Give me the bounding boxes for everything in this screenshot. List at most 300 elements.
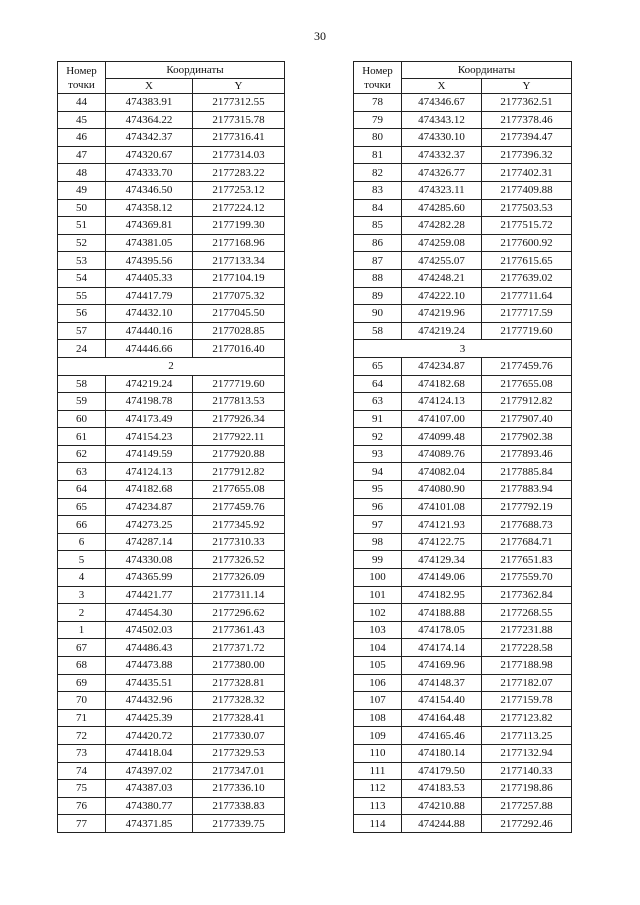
point-number-cell: 87	[354, 252, 402, 270]
table-row	[354, 516, 572, 534]
point-number-cell: 45	[58, 111, 106, 129]
y-coordinate-cell: 2177338.83	[193, 797, 285, 815]
table-row	[58, 129, 285, 147]
point-number-cell: 46	[58, 129, 106, 147]
x-coordinate-cell: 474326.77	[402, 164, 482, 182]
point-number-cell: 92	[354, 428, 402, 446]
x-coordinate-cell: 474342.37	[106, 129, 193, 147]
point-number-cell: 89	[354, 287, 402, 305]
point-number-cell: 84	[354, 199, 402, 217]
x-coordinate-cell: 474198.78	[106, 393, 193, 411]
y-coordinate-cell: 2177231.88	[482, 621, 572, 639]
y-coordinate-cell: 2177345.92	[193, 516, 285, 534]
x-coordinate-cell: 474502.03	[106, 621, 193, 639]
point-number-cell: 77	[58, 815, 106, 833]
point-number-cell: 61	[58, 428, 106, 446]
y-coordinate-cell: 2177316.41	[193, 129, 285, 147]
x-header: X	[106, 79, 193, 94]
table-row	[58, 305, 285, 323]
y-coordinate-cell: 2177893.46	[482, 445, 572, 463]
y-coordinate-cell: 2177926.34	[193, 410, 285, 428]
x-coordinate-cell: 474282.28	[402, 217, 482, 235]
point-number-cell: 74	[58, 762, 106, 780]
y-coordinate-cell: 2177615.65	[482, 252, 572, 270]
y-coordinate-cell: 2177312.55	[193, 94, 285, 112]
table-row	[58, 727, 285, 745]
point-number-cell: 56	[58, 305, 106, 323]
y-coordinate-cell: 2177717.59	[482, 305, 572, 323]
table-row	[354, 762, 572, 780]
point-number-cell: 107	[354, 692, 402, 710]
x-coordinate-cell: 474346.50	[106, 181, 193, 199]
section-row	[58, 357, 285, 375]
point-number-cell: 5	[58, 551, 106, 569]
x-coordinate-cell: 474164.48	[402, 709, 482, 727]
x-coordinate-cell: 474124.13	[402, 393, 482, 411]
x-coordinate-cell: 474255.07	[402, 252, 482, 270]
y-coordinate-cell: 2177459.76	[193, 498, 285, 516]
x-coordinate-cell: 474343.12	[402, 111, 482, 129]
point-number-cell: 48	[58, 164, 106, 182]
y-coordinate-cell: 2177688.73	[482, 516, 572, 534]
point-number-cell: 2	[58, 604, 106, 622]
point-number-cell: 47	[58, 146, 106, 164]
table-row	[354, 586, 572, 604]
x-coordinate-cell: 474174.14	[402, 639, 482, 657]
x-coordinate-cell: 474387.03	[106, 780, 193, 798]
x-coordinate-cell: 474101.08	[402, 498, 482, 516]
table-row	[58, 234, 285, 252]
point-number-cell: 97	[354, 516, 402, 534]
table-row	[354, 181, 572, 199]
table-row	[354, 797, 572, 815]
table-row	[354, 305, 572, 323]
table-row	[58, 481, 285, 499]
x-coordinate-cell: 474486.43	[106, 639, 193, 657]
point-number-cell: 101	[354, 586, 402, 604]
point-number-cell: 49	[58, 181, 106, 199]
y-coordinate-cell: 2177330.07	[193, 727, 285, 745]
x-coordinate-cell: 474148.37	[402, 674, 482, 692]
y-coordinate-cell: 2177140.33	[482, 762, 572, 780]
point-number-cell: 60	[58, 410, 106, 428]
table-row	[58, 199, 285, 217]
x-coordinate-cell: 474473.88	[106, 657, 193, 675]
x-coordinate-cell: 474381.05	[106, 234, 193, 252]
table-row	[58, 181, 285, 199]
point-number-cell: 54	[58, 269, 106, 287]
y-coordinate-cell: 2177684.71	[482, 533, 572, 551]
point-number-cell: 72	[58, 727, 106, 745]
section-number: 2	[58, 357, 285, 375]
x-coordinate-cell: 474244.88	[402, 815, 482, 833]
y-coordinate-cell: 2177912.82	[482, 393, 572, 411]
point-number-cell: 113	[354, 797, 402, 815]
table-row	[58, 410, 285, 428]
point-number-cell: 63	[354, 393, 402, 411]
point-number-cell: 55	[58, 287, 106, 305]
x-coordinate-cell: 474173.49	[106, 410, 193, 428]
table-row	[354, 727, 572, 745]
section-row	[354, 340, 572, 358]
y-coordinate-cell: 2177133.34	[193, 252, 285, 270]
table-row	[354, 463, 572, 481]
table-row	[58, 744, 285, 762]
x-coordinate-cell: 474169.96	[402, 657, 482, 675]
y-coordinate-cell: 2177315.78	[193, 111, 285, 129]
y-header: Y	[193, 79, 285, 94]
x-coordinate-cell: 474346.67	[402, 94, 482, 112]
point-number-cell: 82	[354, 164, 402, 182]
y-coordinate-cell: 2177328.41	[193, 709, 285, 727]
x-coordinate-cell: 474330.08	[106, 551, 193, 569]
y-coordinate-cell: 2177655.08	[193, 481, 285, 499]
x-coordinate-cell: 474320.67	[106, 146, 193, 164]
table-row	[58, 815, 285, 833]
y-coordinate-cell: 2177198.86	[482, 780, 572, 798]
x-coordinate-cell: 474154.23	[106, 428, 193, 446]
table-row	[58, 217, 285, 235]
point-number-cell: 67	[58, 639, 106, 657]
y-header: Y	[482, 79, 572, 94]
table-row	[354, 657, 572, 675]
y-coordinate-cell: 2177224.12	[193, 199, 285, 217]
table-row	[58, 797, 285, 815]
point-number-cell: 53	[58, 252, 106, 270]
table-row	[58, 393, 285, 411]
table-row	[354, 498, 572, 516]
table-row	[354, 639, 572, 657]
x-coordinate-cell: 474358.12	[106, 199, 193, 217]
section-number: 3	[354, 340, 572, 358]
y-coordinate-cell: 2177016.40	[193, 340, 285, 358]
y-coordinate-cell: 2177902.38	[482, 428, 572, 446]
x-coordinate-cell: 474285.60	[402, 199, 482, 217]
table-row	[354, 322, 572, 340]
y-coordinate-cell: 2177253.12	[193, 181, 285, 199]
table-row	[58, 164, 285, 182]
x-coordinate-cell: 474122.75	[402, 533, 482, 551]
table-row	[58, 533, 285, 551]
x-coordinate-cell: 474248.21	[402, 269, 482, 287]
point-number-cell: 64	[354, 375, 402, 393]
y-coordinate-cell: 2177329.53	[193, 744, 285, 762]
table-row	[354, 234, 572, 252]
x-coordinate-cell: 474178.05	[402, 621, 482, 639]
table-row	[354, 780, 572, 798]
point-number-cell: 79	[354, 111, 402, 129]
point-number-cell: 108	[354, 709, 402, 727]
y-coordinate-cell: 2177314.03	[193, 146, 285, 164]
table-row	[354, 428, 572, 446]
x-coordinate-cell: 474099.48	[402, 428, 482, 446]
x-coordinate-cell: 474383.91	[106, 94, 193, 112]
point-number-cell: 105	[354, 657, 402, 675]
table-row	[58, 621, 285, 639]
table-row	[354, 252, 572, 270]
y-coordinate-cell: 2177378.46	[482, 111, 572, 129]
y-coordinate-cell: 2177402.31	[482, 164, 572, 182]
table-row	[354, 569, 572, 587]
point-number-cell: 24	[58, 340, 106, 358]
x-coordinate-cell: 474222.10	[402, 287, 482, 305]
point-number-cell: 58	[354, 322, 402, 340]
table-row	[354, 481, 572, 499]
y-coordinate-cell: 2177182.07	[482, 674, 572, 692]
y-coordinate-cell: 2177045.50	[193, 305, 285, 323]
y-coordinate-cell: 2177459.76	[482, 357, 572, 375]
x-coordinate-cell: 474182.95	[402, 586, 482, 604]
y-coordinate-cell: 2177228.58	[482, 639, 572, 657]
point-number-cell: 70	[58, 692, 106, 710]
y-coordinate-cell: 2177347.01	[193, 762, 285, 780]
y-coordinate-cell: 2177292.46	[482, 815, 572, 833]
point-number-cell: 96	[354, 498, 402, 516]
point-number-cell: 71	[58, 709, 106, 727]
point-number-cell: 59	[58, 393, 106, 411]
table-row	[58, 94, 285, 112]
y-coordinate-cell: 2177310.33	[193, 533, 285, 551]
y-coordinate-cell: 2177028.85	[193, 322, 285, 340]
point-number-cell: 98	[354, 533, 402, 551]
x-coordinate-cell: 474432.10	[106, 305, 193, 323]
point-number-cell: 112	[354, 780, 402, 798]
table-row	[354, 604, 572, 622]
point-number-cell: 44	[58, 94, 106, 112]
point-number-cell: 73	[58, 744, 106, 762]
table-row	[354, 744, 572, 762]
coordinates-header: Координаты	[402, 62, 572, 79]
point-number-cell: 106	[354, 674, 402, 692]
table-row	[354, 375, 572, 393]
y-coordinate-cell: 2177326.52	[193, 551, 285, 569]
y-coordinate-cell: 2177920.88	[193, 445, 285, 463]
x-coordinate-cell: 474432.96	[106, 692, 193, 710]
point-number-cell: 58	[58, 375, 106, 393]
x-coordinate-cell: 474234.87	[106, 498, 193, 516]
point-number-cell: 94	[354, 463, 402, 481]
y-coordinate-cell: 2177268.55	[482, 604, 572, 622]
x-coordinate-cell: 474287.14	[106, 533, 193, 551]
table-row	[58, 269, 285, 287]
point-number-cell: 88	[354, 269, 402, 287]
x-coordinate-cell: 474121.93	[402, 516, 482, 534]
y-coordinate-cell: 2177409.88	[482, 181, 572, 199]
table-row	[354, 533, 572, 551]
point-number-cell: 109	[354, 727, 402, 745]
table-row	[58, 586, 285, 604]
y-coordinate-cell: 2177655.08	[482, 375, 572, 393]
x-coordinate-cell: 474446.66	[106, 340, 193, 358]
page-number: 30	[314, 29, 326, 43]
table-row	[58, 657, 285, 675]
y-coordinate-cell: 2177326.09	[193, 569, 285, 587]
table-row	[354, 357, 572, 375]
x-coordinate-cell: 474330.10	[402, 129, 482, 147]
point-number-cell: 52	[58, 234, 106, 252]
table-row	[58, 498, 285, 516]
y-coordinate-cell: 2177813.53	[193, 393, 285, 411]
point-number-cell: 65	[354, 357, 402, 375]
table-row	[58, 569, 285, 587]
y-coordinate-cell: 2177123.82	[482, 709, 572, 727]
table-row	[354, 287, 572, 305]
y-coordinate-cell: 2177283.22	[193, 164, 285, 182]
x-coordinate-cell: 474371.85	[106, 815, 193, 833]
y-coordinate-cell: 2177199.30	[193, 217, 285, 235]
point-number-cell: 85	[354, 217, 402, 235]
table-row	[354, 692, 572, 710]
x-coordinate-cell: 474417.79	[106, 287, 193, 305]
x-coordinate-cell: 474323.11	[402, 181, 482, 199]
y-coordinate-cell: 2177380.00	[193, 657, 285, 675]
x-coordinate-cell: 474425.39	[106, 709, 193, 727]
y-coordinate-cell: 2177362.51	[482, 94, 572, 112]
point-number-cell: 3	[58, 586, 106, 604]
y-coordinate-cell: 2177883.94	[482, 481, 572, 499]
point-number-cell: 1	[58, 621, 106, 639]
x-coordinate-cell: 474440.16	[106, 322, 193, 340]
x-coordinate-cell: 474364.22	[106, 111, 193, 129]
point-number-cell: 86	[354, 234, 402, 252]
point-number-cell: 68	[58, 657, 106, 675]
y-coordinate-cell: 2177336.10	[193, 780, 285, 798]
x-coordinate-cell: 474365.99	[106, 569, 193, 587]
y-coordinate-cell: 2177515.72	[482, 217, 572, 235]
point-number-cell: 75	[58, 780, 106, 798]
point-number-cell: 57	[58, 322, 106, 340]
y-coordinate-cell: 2177361.43	[193, 621, 285, 639]
x-coordinate-cell: 474219.24	[106, 375, 193, 393]
x-coordinate-cell: 474210.88	[402, 797, 482, 815]
x-coordinate-cell: 474154.40	[402, 692, 482, 710]
y-coordinate-cell: 2177639.02	[482, 269, 572, 287]
y-coordinate-cell: 2177104.19	[193, 269, 285, 287]
table-row	[58, 516, 285, 534]
table-row	[354, 129, 572, 147]
point-number-cell: 66	[58, 516, 106, 534]
x-coordinate-cell: 474405.33	[106, 269, 193, 287]
x-coordinate-cell: 474435.51	[106, 674, 193, 692]
x-coordinate-cell: 474183.53	[402, 780, 482, 798]
x-coordinate-cell: 474182.68	[402, 375, 482, 393]
x-coordinate-cell: 474273.25	[106, 516, 193, 534]
table-row	[58, 146, 285, 164]
table-row	[58, 692, 285, 710]
y-coordinate-cell: 2177159.78	[482, 692, 572, 710]
y-coordinate-cell: 2177559.70	[482, 569, 572, 587]
x-header: X	[402, 79, 482, 94]
point-number-cell: 90	[354, 305, 402, 323]
point-number-cell: 93	[354, 445, 402, 463]
point-number-cell: 6	[58, 533, 106, 551]
table-row	[58, 340, 285, 358]
x-coordinate-cell: 474080.90	[402, 481, 482, 499]
point-number-cell: 63	[58, 463, 106, 481]
x-coordinate-cell: 474089.76	[402, 445, 482, 463]
x-coordinate-cell: 474333.70	[106, 164, 193, 182]
table-row	[58, 674, 285, 692]
point-number-header: Номер точки	[58, 62, 106, 94]
point-number-cell: 64	[58, 481, 106, 499]
x-coordinate-cell: 474380.77	[106, 797, 193, 815]
x-coordinate-cell: 474124.13	[106, 463, 193, 481]
table-row	[354, 199, 572, 217]
x-coordinate-cell: 474234.87	[402, 357, 482, 375]
x-coordinate-cell: 474420.72	[106, 727, 193, 745]
point-number-cell: 99	[354, 551, 402, 569]
point-number-cell: 104	[354, 639, 402, 657]
point-number-cell: 114	[354, 815, 402, 833]
table-row	[58, 322, 285, 340]
x-coordinate-cell: 474219.96	[402, 305, 482, 323]
table-row	[354, 111, 572, 129]
table-row	[58, 639, 285, 657]
point-number-cell: 91	[354, 410, 402, 428]
point-number-cell: 95	[354, 481, 402, 499]
y-coordinate-cell: 2177396.32	[482, 146, 572, 164]
y-coordinate-cell: 2177362.84	[482, 586, 572, 604]
x-coordinate-cell: 474369.81	[106, 217, 193, 235]
point-number-cell: 65	[58, 498, 106, 516]
coordinates-header: Координаты	[106, 62, 285, 79]
point-number-cell: 69	[58, 674, 106, 692]
x-coordinate-cell: 474259.08	[402, 234, 482, 252]
y-coordinate-cell: 2177651.83	[482, 551, 572, 569]
x-coordinate-cell: 474129.34	[402, 551, 482, 569]
y-coordinate-cell: 2177711.64	[482, 287, 572, 305]
table-row	[354, 709, 572, 727]
y-coordinate-cell: 2177339.75	[193, 815, 285, 833]
table-row	[354, 217, 572, 235]
x-coordinate-cell: 474182.68	[106, 481, 193, 499]
point-number-cell: 103	[354, 621, 402, 639]
point-number-cell: 102	[354, 604, 402, 622]
coordinates-table-left	[57, 61, 285, 833]
y-coordinate-cell: 2177168.96	[193, 234, 285, 252]
x-coordinate-cell: 474180.14	[402, 744, 482, 762]
y-coordinate-cell: 2177328.81	[193, 674, 285, 692]
point-number-cell: 76	[58, 797, 106, 815]
y-coordinate-cell: 2177328.32	[193, 692, 285, 710]
x-coordinate-cell: 474418.04	[106, 744, 193, 762]
point-number-cell: 78	[354, 94, 402, 112]
y-coordinate-cell: 2177922.11	[193, 428, 285, 446]
point-number-cell: 110	[354, 744, 402, 762]
table-row	[58, 709, 285, 727]
table-row	[354, 164, 572, 182]
coordinates-table-right	[353, 61, 572, 833]
point-number-header: Номер точки	[354, 62, 402, 94]
table-row	[58, 375, 285, 393]
point-number-cell: 100	[354, 569, 402, 587]
x-coordinate-cell: 474165.46	[402, 727, 482, 745]
y-coordinate-cell: 2177503.53	[482, 199, 572, 217]
x-coordinate-cell: 474082.04	[402, 463, 482, 481]
table-row	[354, 94, 572, 112]
y-coordinate-cell: 2177075.32	[193, 287, 285, 305]
point-number-cell: 4	[58, 569, 106, 587]
table-row	[354, 393, 572, 411]
table-row	[354, 674, 572, 692]
table-row	[58, 252, 285, 270]
y-coordinate-cell: 2177113.25	[482, 727, 572, 745]
table-row	[58, 111, 285, 129]
x-coordinate-cell: 474149.06	[402, 569, 482, 587]
y-coordinate-cell: 2177792.19	[482, 498, 572, 516]
table-row	[58, 445, 285, 463]
y-coordinate-cell: 2177311.14	[193, 586, 285, 604]
